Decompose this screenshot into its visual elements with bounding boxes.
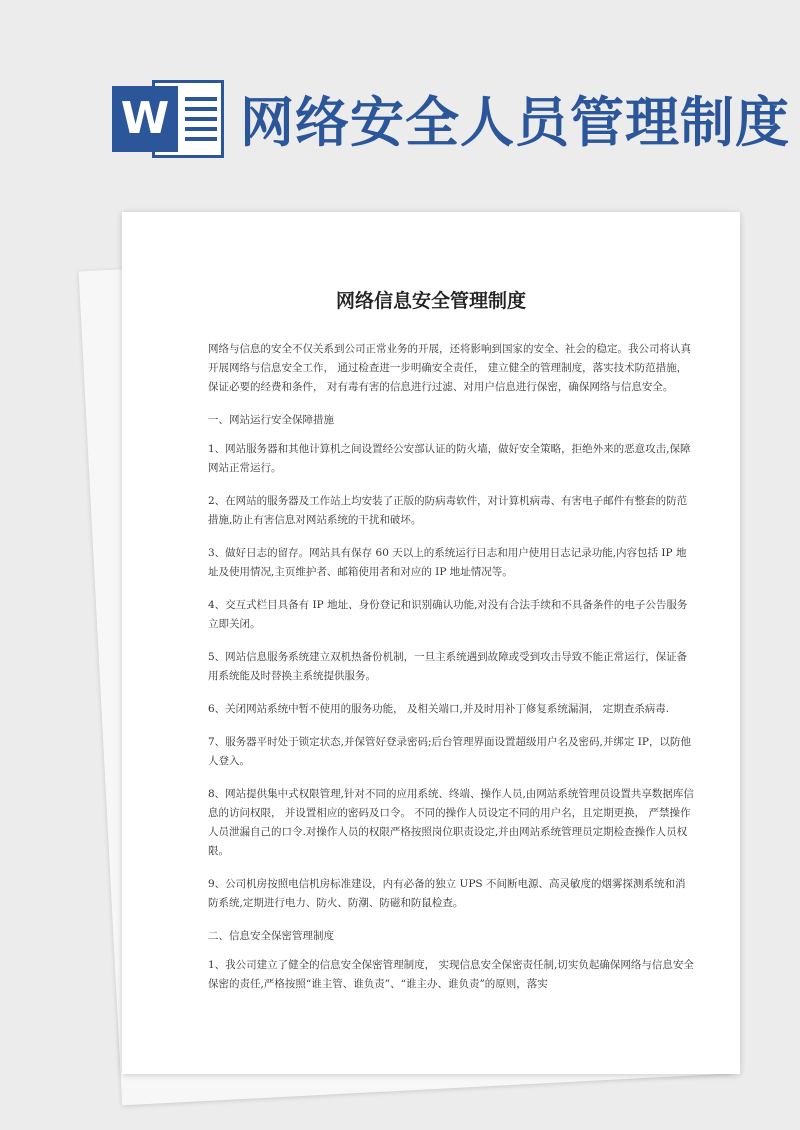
body-paragraph: 7、服务器平时处于锁定状态,并保管好登录密码;后台管理界面设置超级用户名及密码,并绑定 IP，以防他人登入。 — [208, 736, 691, 767]
body-paragraph: 2、在网站的服务器及工作站上均安装了正版的防病毒软件，对计算机病毒、有害电子邮件有整套的防范措施,防止有害信息对网站系统的干扰和破坏。 — [208, 495, 688, 526]
body-paragraph: 3、做好日志的留存。网站具有保存 60 天以上的系统运行日志和用户使用日志记录功能,内容包括 IP 地址及使用情况,主页维护者、邮箱使用者和对应的 IP 地址情况等。 — [208, 547, 687, 578]
body-paragraph: 9、公司机房按照电信机房标准建设，内有必备的独立 UPS 不间断电源、高灵敏度的烟雾探测系统和消防系统,定期进行电力、防火、防潮、防磁和防鼠检查。 — [208, 878, 686, 909]
intro-paragraph: 网络与信息的安全不仅关系到公司正常业务的开展，还将影响到国家的安全、社会的稳定。我公司将认真开展网络与信息安全工作， 通过检查进一步明确安全责任， 建立健全的管理制度，落实技术防范措施， 保证必要的经费和条件， 对有毒有害的信息进行过滤、对用户信息进行保密，确保网络与信息安全。 — [208, 343, 691, 393]
document-body — [208, 340, 694, 1008]
document-title: 网络信息安全管理制度 — [335, 290, 526, 312]
body-paragraph: 1、网站服务器和其他计算机之间设置经公安部认证的防火墙，做好安全策略，拒绝外来的恶意攻击,保障网站正常运行。 — [208, 443, 691, 474]
body-paragraph: 6、关闭网站系统中暂不使用的服务功能， 及相关端口,并及时用补丁修复系统漏洞， 定期查杀病毒. — [208, 703, 670, 715]
banner — [0, 0, 800, 210]
word-document-icon — [112, 80, 224, 158]
section-heading-2: 二、信息安全保密管理制度 — [208, 930, 334, 942]
body-paragraph: 1、我公司建立了健全的信息安全保密管理制度， 实现信息安全保密责任制,切实负起确保网络与信息安全保密的责任,严格按照“谁主管、谁负责”、“谁主办、谁负责”的原则，落实 — [208, 959, 694, 990]
section-heading-1: 一、网站运行安全保障措施 — [208, 414, 334, 426]
body-paragraph: 8、网站提供集中式权限管理,针对不同的应用系统、终端、操作人员,由网站系统管理员设置共享数据库信息的访问权限， 并设置相应的密码及口令。 不同的操作人员设定不同的用户名，且定期更换， 严禁操作人员泄漏自己的口令.对操作人员的权限严格按照岗位职责设定,并由网站系统管理员定期检查操作人员权限。 — [208, 788, 694, 857]
banner-title: 网络安全人员管理制度 — [240, 91, 790, 154]
body-paragraph: 5、网站信息服务系统建立双机热备份机制，一旦主系统遇到故障或受到攻击导致不能正常运行，保证备用系统能及时替换主系统提供服务。 — [208, 651, 688, 682]
document-page — [122, 212, 740, 1074]
word-logo-badge: W — [112, 86, 178, 152]
body-paragraph: 4、交互式栏目具备有 IP 地址、身份登记和识别确认功能,对没有合法手续和不具备条件的电子公告服务立即关闭。 — [208, 599, 688, 630]
